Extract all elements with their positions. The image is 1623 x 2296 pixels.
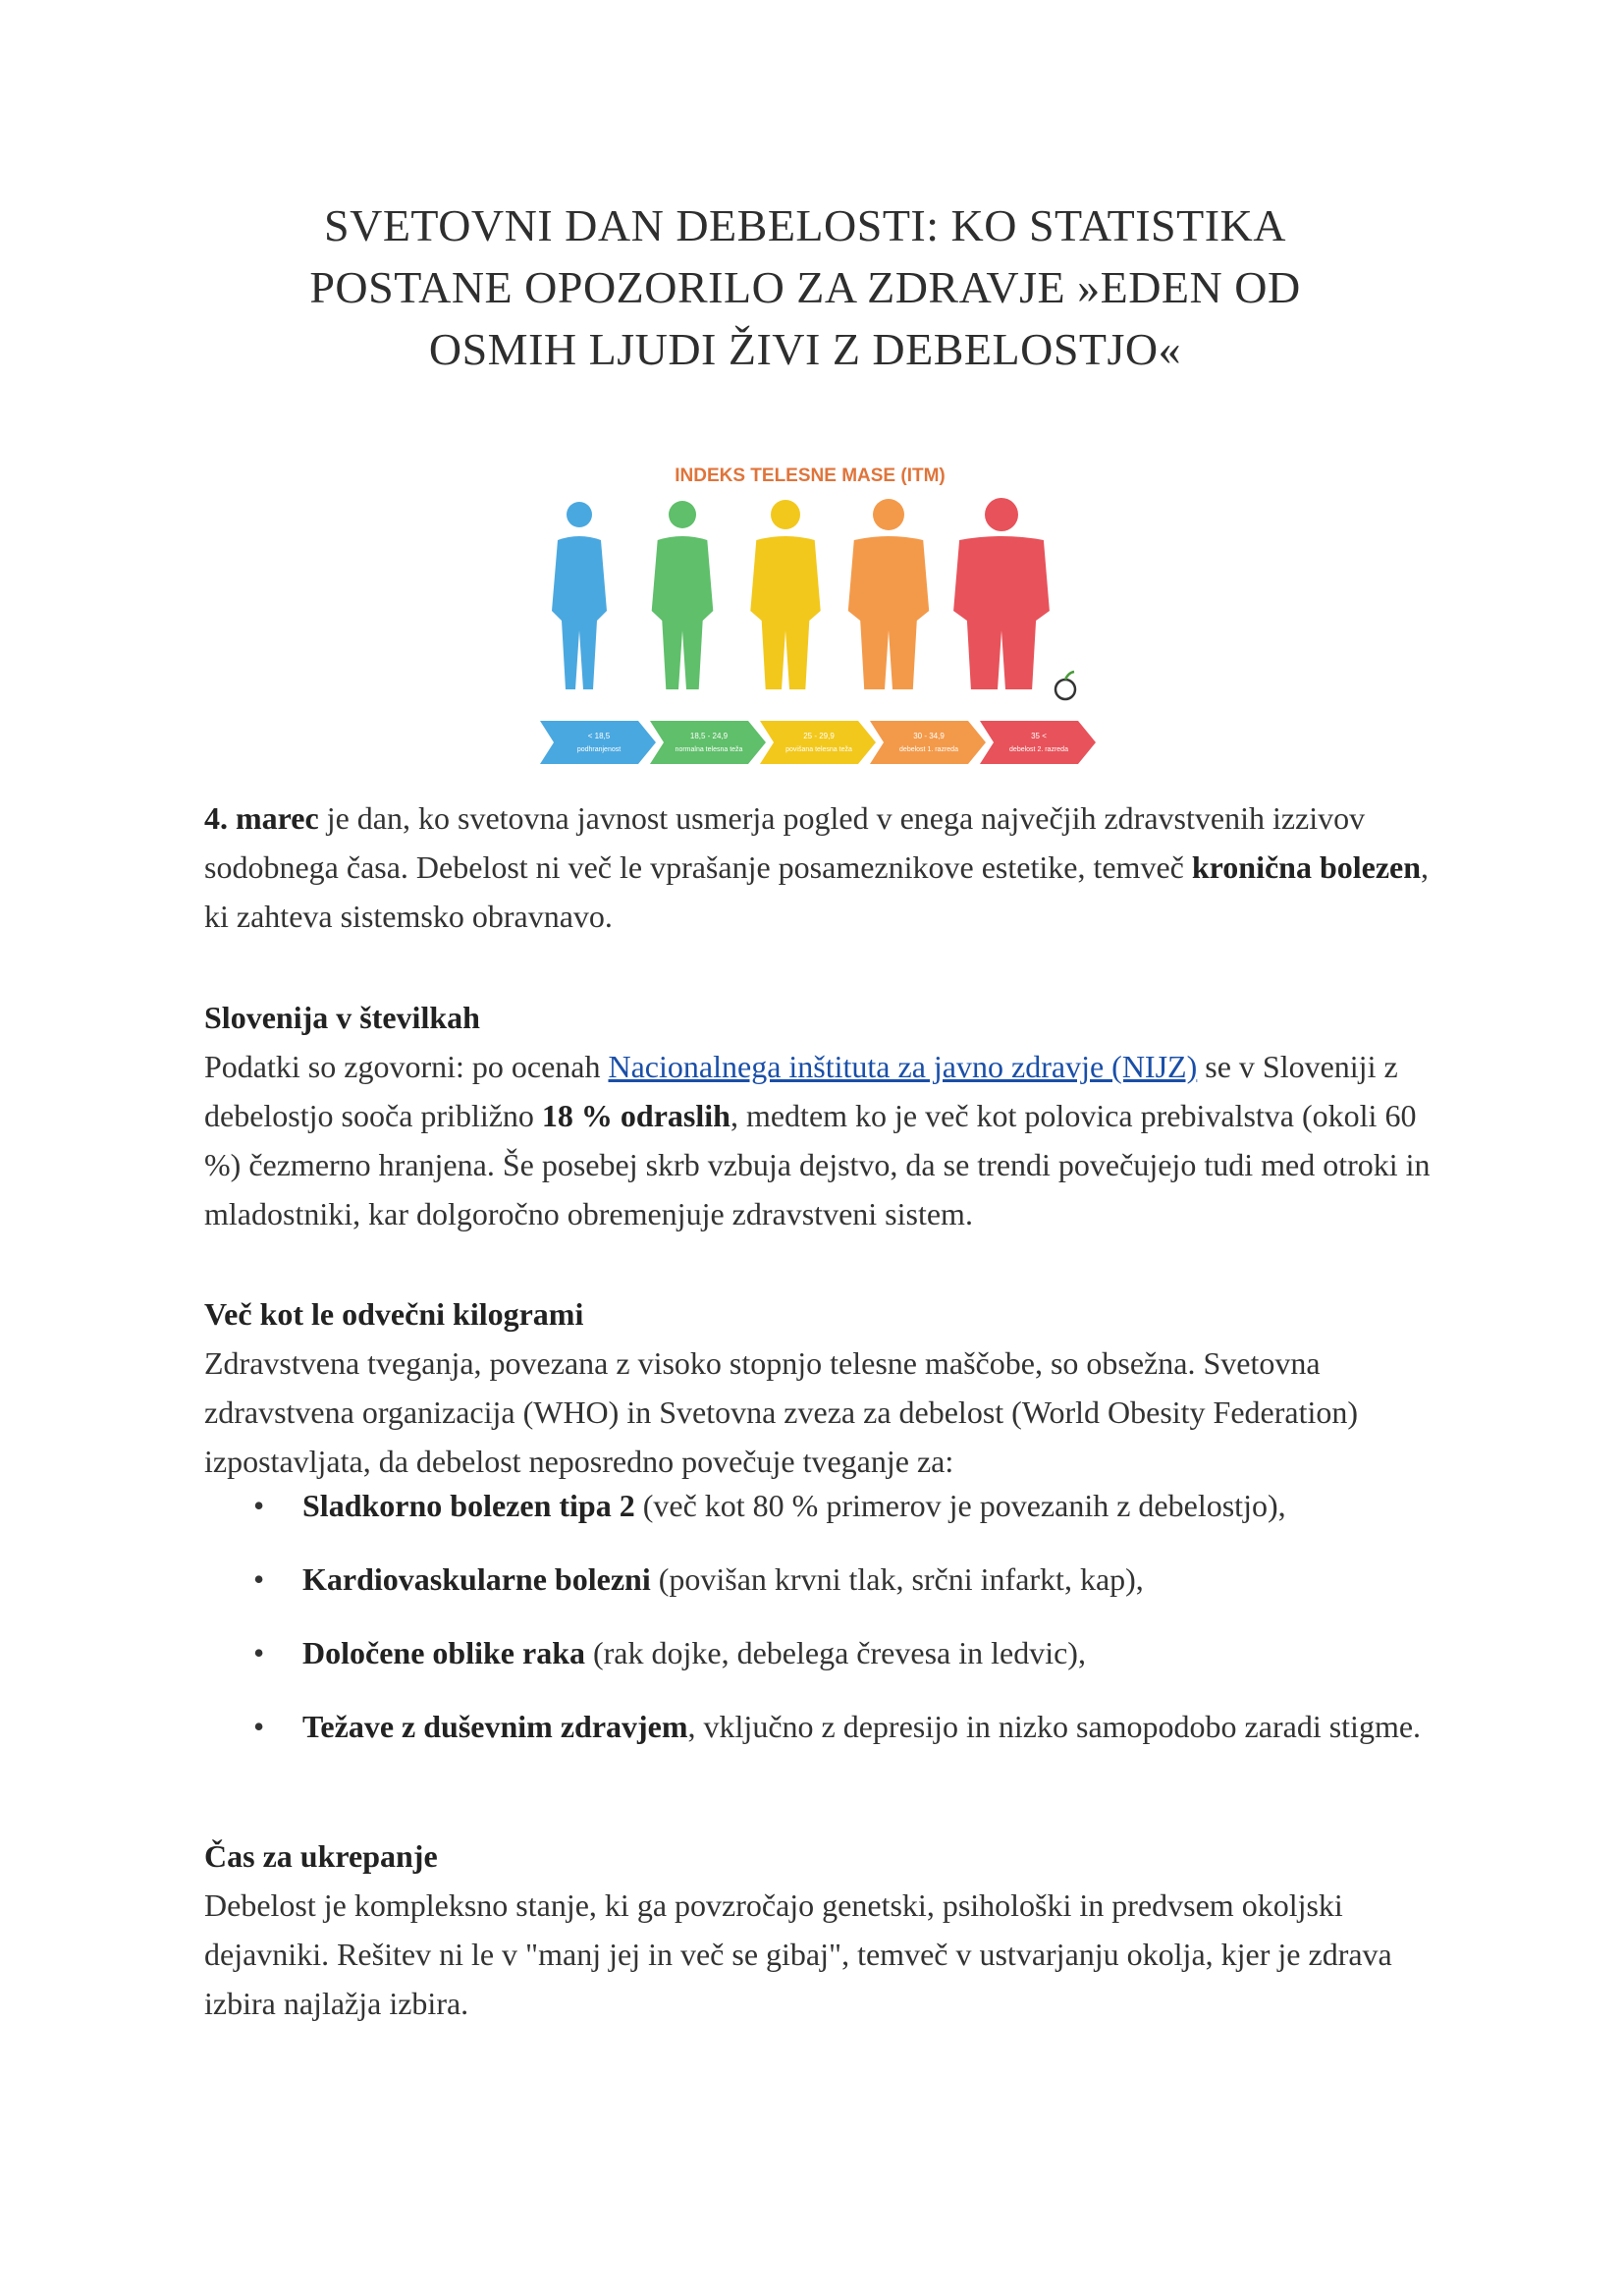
body-figure-icon	[953, 498, 1050, 689]
bmi-category-arrow	[870, 721, 986, 764]
bullet-icon: •	[253, 1709, 265, 1744]
intro-date: 4. marec	[204, 800, 319, 836]
intro-text-2: , ki zahteva sistemsko obravnavo.	[204, 849, 1430, 934]
risk-text: (povišan krvni tlak, srčni infarkt, kap),	[650, 1561, 1144, 1597]
bullet-icon: •	[253, 1635, 265, 1670]
section1-text-2: se v Sloveniji z debelostjo sooča približno	[204, 1049, 1398, 1133]
list-item	[204, 1628, 1443, 1677]
nijz-link[interactable]: Nacionalnega inštituta za javno zdravje (NIJZ)	[608, 1049, 1198, 1084]
list-item	[204, 1702, 1443, 1751]
intro-text-1: je dan, ko svetovna javnost usmerja pogled v enega največjih zdravstvenih izzivov sodobnega časa. Debelost ni več le vprašanje posameznikove estetike, temveč	[204, 800, 1366, 885]
bmi-category-label: normalna telesna teža	[675, 746, 743, 753]
list-item	[204, 1555, 1443, 1604]
bmi-range-label: 18,5 - 24,9	[689, 732, 729, 740]
title-line-2: POSTANE OPOZORILO ZA ZDRAVJE »EDEN OD	[309, 262, 1301, 312]
article-title	[226, 194, 1384, 380]
section-risks	[204, 1289, 1443, 1486]
bmi-category-label: povišana telesna teža	[785, 746, 852, 753]
bmi-category-label: debelost 1. razreda	[899, 746, 958, 753]
bmi-range-label: 30 - 34,9	[913, 732, 945, 740]
section2-text: Zdravstvena tveganja, povezana z visoko stopnjo telesne maščobe, so obsežna. Svetovna zdravstvena organizacija (WHO) in Svetovna zveza za debelost (World Obesity Federation) izpostavljata, da debelost neposredno povečuje tveganje za:	[204, 1345, 1359, 1479]
list-item	[204, 1481, 1443, 1530]
bullet-icon: •	[253, 1561, 265, 1597]
bmi-category-arrow	[540, 721, 656, 764]
risk-list	[204, 1481, 1443, 1776]
body-figure-icon	[552, 502, 607, 689]
risk-text: (več kot 80 % primerov je povezanih z debelostjo),	[634, 1488, 1286, 1523]
bmi-infographic	[520, 454, 1100, 766]
bmi-category-label: podhranjenost	[576, 746, 622, 753]
risk-bold: Kardiovaskularne bolezni	[302, 1561, 651, 1597]
bmi-range-label: < 18,5	[587, 732, 611, 740]
bmi-range-label: 35 <	[1031, 732, 1047, 740]
body-figure-icon	[848, 499, 929, 689]
body-figure-icon	[750, 500, 820, 689]
risk-bold: Določene oblike raka	[302, 1635, 585, 1670]
risk-text: (rak dojke, debelega črevesa in ledvic),	[584, 1635, 1086, 1670]
section1-text-1: Podatki so zgovorni: po ocenah	[204, 1049, 609, 1084]
intro-paragraph	[204, 793, 1443, 941]
title-line-1: SVETOVNI DAN DEBELOSTI: KO STATISTIKA	[324, 200, 1286, 250]
apple-logo-icon	[1055, 672, 1075, 699]
title-line-3: OSMIH LJUDI ŽIVI Z DEBELOSTJO«	[428, 324, 1182, 374]
section1-text-3: , medtem ko je več kot polovica prebivalstva (okoli 60 %) čezmerno hranjena. Še posebej skrb vzbuja dejstvo, da se trendi povečujejo tudi med otroki in mladostniki, kar dolgoročno obremenjuje zdravstveni sistem.	[204, 1098, 1431, 1231]
section-heading-risks: Več kot le odvečni kilogrami	[204, 1296, 584, 1332]
body-figure-icon	[652, 501, 714, 689]
section1-bold: 18 % odraslih	[541, 1098, 730, 1133]
bmi-category-arrow	[980, 721, 1096, 764]
bmi-category-arrow	[650, 721, 766, 764]
section3-text: Debelost je kompleksno stanje, ki ga povzročajo genetski, psihološki in predvsem okoljski dejavniki. Rešitev ni le v "manj jej in več se gibaj", temveč v ustvarjanju okolja, kjer je zdrava izbira najlažja izbira.	[204, 1887, 1392, 2021]
risk-bold: Sladkorno bolezen tipa 2	[302, 1488, 635, 1523]
intro-bold: kronična bolezen	[1191, 849, 1422, 885]
risk-bold: Težave z duševnim zdravjem	[302, 1709, 688, 1744]
bmi-category-arrow	[760, 721, 876, 764]
section-slovenia	[204, 993, 1443, 1238]
section-heading-action: Čas za ukrepanje	[204, 1838, 438, 1874]
infographic-title: INDEKS TELESNE MASE (ITM)	[675, 465, 946, 486]
risk-text: , vključno z depresijo in nizko samopodobo zaradi stigme.	[687, 1709, 1422, 1744]
section-action	[204, 1831, 1443, 2028]
bullet-icon: •	[253, 1488, 265, 1523]
section-heading-slovenia: Slovenija v številkah	[204, 1000, 480, 1035]
bmi-range-label: 25 - 29,9	[803, 732, 835, 740]
bmi-category-label: debelost 2. razreda	[1009, 746, 1068, 753]
